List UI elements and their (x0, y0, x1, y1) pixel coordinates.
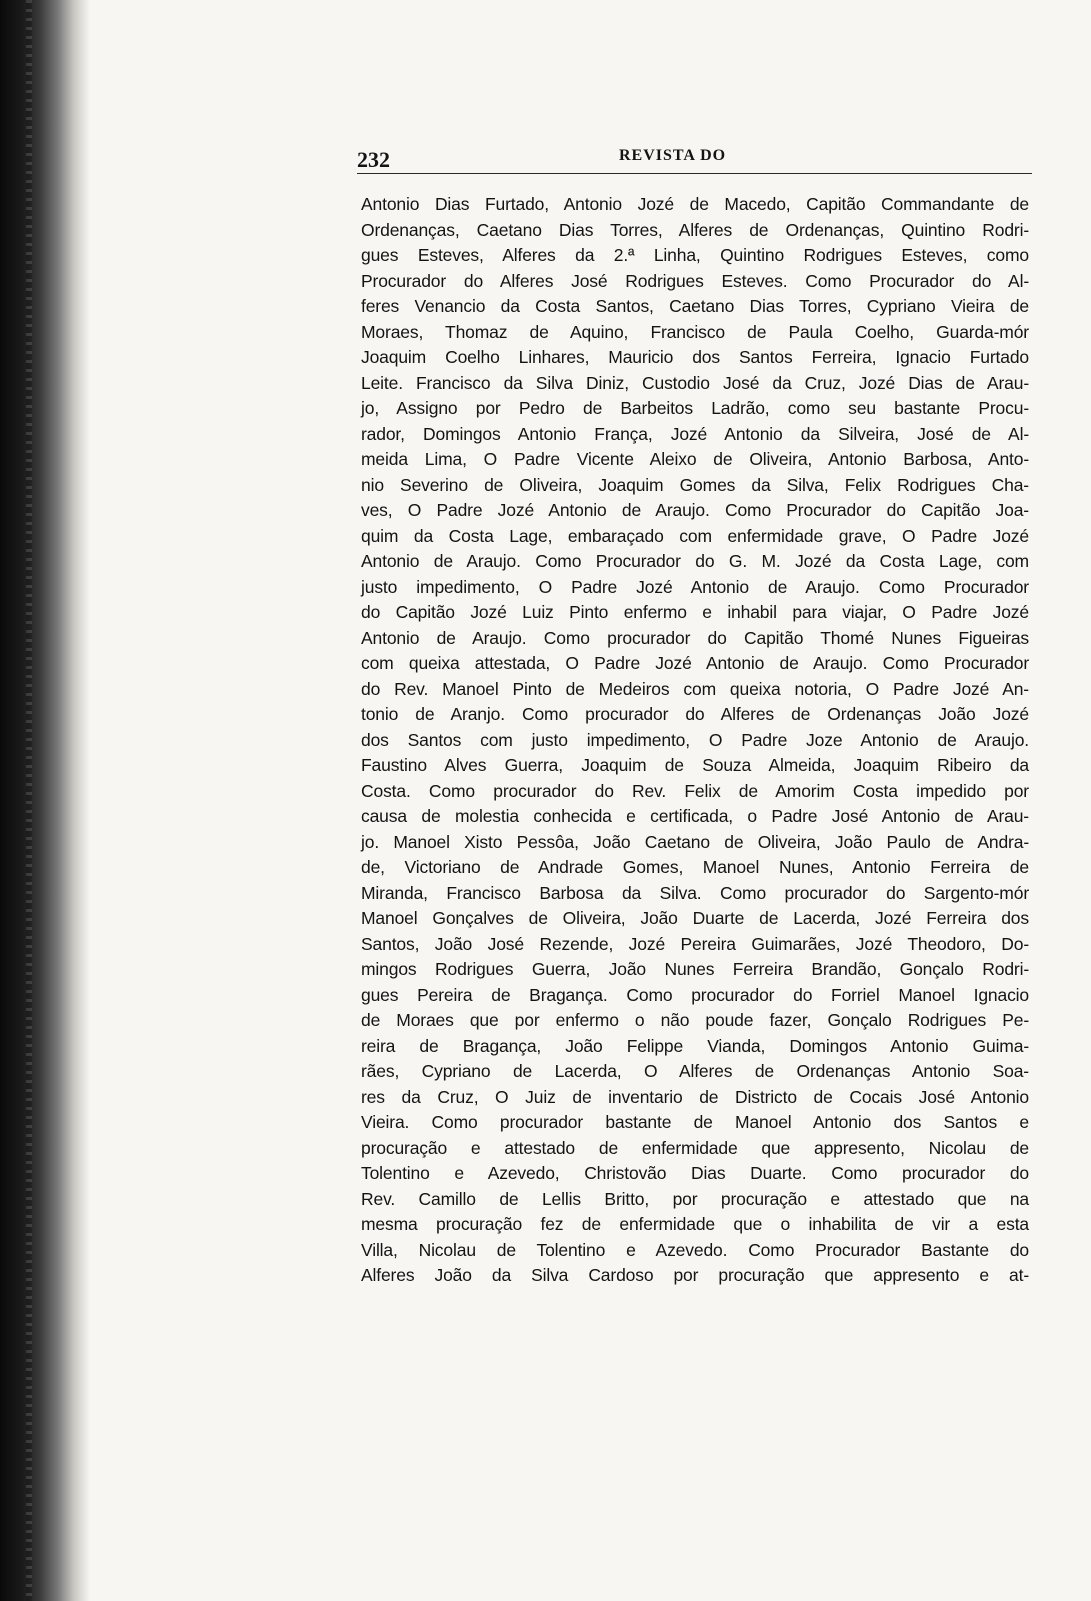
text-line: rador, Domingos Antonio França, Jozé Antonio da Silveira, José de Al- (361, 423, 1029, 444)
scanned-binding-edge (0, 0, 90, 1601)
body-text (361, 192, 1029, 1289)
text-line: gues Pereira de Bragança. Como procurador do Forriel Manoel Ignacio (361, 984, 1029, 1005)
page-header (357, 143, 1032, 173)
text-line: Tolentino e Azevedo, Christovão Dias Duarte. Como procurador do (361, 1163, 1029, 1183)
text-line: jo. Manoel Xisto Pessôa, João Caetano de Oliveira, João Paulo de Andra- (361, 831, 1029, 852)
text-line: Santos, João José Rezende, Jozé Pereira Guimarães, Jozé Theodoro, Do- (361, 933, 1029, 954)
text-line: Rev. Camillo de Lellis Britto, por procuração e attestado que na (361, 1188, 1029, 1209)
text-line: Faustino Alves Guerra, Joaquim de Souza Almeida, Joaquim Ribeiro da (361, 755, 1029, 775)
text-line: do Rev. Manoel Pinto de Medeiros com queixa notoria, O Padre Jozé An- (361, 678, 1029, 699)
text-line: Manoel Gonçalves de Oliveira, João Duarte de Lacerda, Jozé Ferreira dos (361, 908, 1029, 928)
text-line: justo impedimento, O Padre Jozé Antonio de Araujo. Como Procurador (361, 576, 1029, 597)
text-line: Alferes João da Silva Cardoso por procuração que appresento e at- (361, 1265, 1029, 1285)
text-line: Antonio Dias Furtado, Antonio Jozé de Macedo, Capitão Commandante de (361, 194, 1029, 214)
text-line: mesma procuração fez de enfermidade que o inhabilita de vir a esta (361, 1214, 1029, 1234)
text-line: Costa. Como procurador do Rev. Felix de Amorim Costa impedido por (361, 780, 1029, 801)
text-line: dos Santos com justo impedimento, O Padre Joze Antonio de Araujo. (361, 729, 1029, 750)
text-line: Villa, Nicolau de Tolentino e Azevedo. Como Procurador Bastante do (361, 1239, 1029, 1260)
running-title: REVISTA DO (619, 147, 727, 164)
text-line: de, Victoriano de Andrade Gomes, Manoel Nunes, Antonio Ferreira de (361, 857, 1029, 877)
text-line: causa de molestia conhecida e certificada, o Padre José Antonio de Arau- (361, 806, 1029, 826)
text-line: reira de Bragança, João Felippe Vianda, Domingos Antonio Guima- (361, 1035, 1029, 1056)
text-line: mingos Rodrigues Guerra, João Nunes Ferreira Brandão, Gonçalo Rodri- (361, 959, 1029, 979)
text-line: Ordenanças, Caetano Dias Torres, Alferes de Ordenanças, Quintino Rodri- (361, 219, 1029, 240)
text-line: Joaquim Coelho Linhares, Mauricio dos Santos Ferreira, Ignacio Furtado (361, 347, 1029, 367)
text-line: com queixa attestada, O Padre Jozé Antonio de Araujo. Como Procurador (361, 653, 1029, 673)
text-line: quim da Costa Lage, embaraçado com enfermidade grave, O Padre Jozé (361, 525, 1029, 546)
text-line: procuração e attestado de enfermidade que appresento, Nicolau de (361, 1137, 1029, 1158)
text-line: feres Venancio da Costa Santos, Caetano Dias Torres, Cypriano Vieira de (361, 296, 1029, 316)
text-line: res da Cruz, O Juiz de inventario de Districto de Cocais José Antonio (361, 1086, 1029, 1107)
text-line: Moraes, Thomaz de Aquino, Francisco de Paula Coelho, Guarda-mór (361, 321, 1029, 342)
text-line: Antonio de Araujo. Como Procurador do G. M. Jozé da Costa Lage, com (361, 551, 1029, 571)
page-number: 232 (357, 147, 390, 172)
text-line: Antonio de Araujo. Como procurador do Capitão Thomé Nunes Figueiras (361, 627, 1029, 648)
text-line: Procurador do Alferes José Rodrigues Esteves. Como Procurador do Al- (361, 270, 1029, 291)
text-line: do Capitão Jozé Luiz Pinto enfermo e inhabil para viajar, O Padre Jozé (361, 602, 1029, 622)
text-line: rães, Cypriano de Lacerda, O Alferes de Ordenanças Antonio Soa- (361, 1061, 1029, 1081)
text-line: Vieira. Como procurador bastante de Manoel Antonio dos Santos e (361, 1112, 1029, 1132)
text-line: Leite. Francisco da Silva Diniz, Custodio José da Cruz, Jozé Dias de Arau- (361, 372, 1029, 393)
text-line: de Moraes que por enfermo o não poude fazer, Gonçalo Rodrigues Pe- (361, 1010, 1029, 1030)
text-line: ves, O Padre Jozé Antonio de Araujo. Como Procurador do Capitão Joa- (361, 500, 1029, 520)
text-line: meida Lima, O Padre Vicente Aleixo de Oliveira, Antonio Barbosa, Anto- (361, 449, 1029, 469)
text-line: tonio de Aranjo. Como procurador do Alferes de Ordenanças João Jozé (361, 704, 1029, 724)
header-rule (357, 173, 1032, 174)
text-line: jo, Assigno por Pedro de Barbeitos Ladrão, como seu bastante Procu- (361, 398, 1029, 418)
text-line: nio Severino de Oliveira, Joaquim Gomes da Silva, Felix Rodrigues Cha- (361, 474, 1029, 495)
text-line: gues Esteves, Alferes da 2.ª Linha, Quintino Rodrigues Esteves, como (361, 245, 1029, 265)
text-line: Miranda, Francisco Barbosa da Silva. Como procurador do Sargento-mór (361, 882, 1029, 903)
